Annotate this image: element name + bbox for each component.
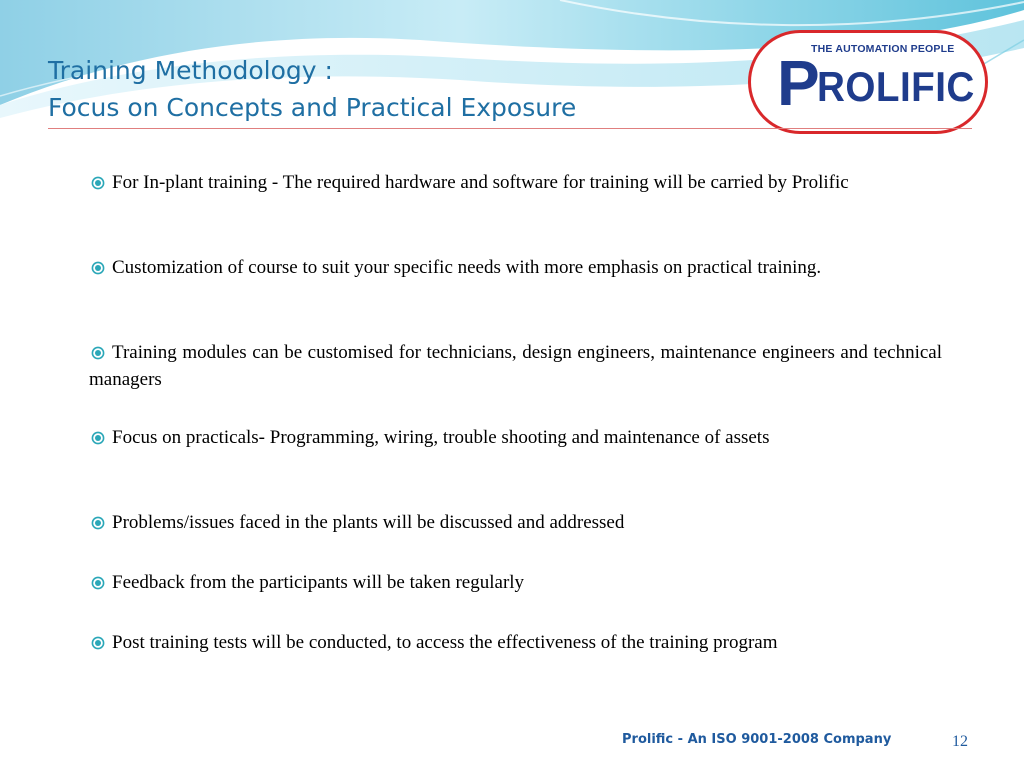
bullet-text: Customization of course to suit your specific needs with more emphasis on practical training. <box>112 257 822 278</box>
radio-bullet-icon <box>91 512 105 537</box>
bullet-item <box>89 425 942 452</box>
bullet-text: Post training tests will be conducted, to access the effectiveness of the training program <box>112 632 778 653</box>
logo-wordmark: ROLIFIC <box>817 63 975 110</box>
bullet-item <box>89 255 942 282</box>
slide-title <box>48 52 576 126</box>
slide-page-number: 12 <box>952 733 968 750</box>
bullet-text: Problems/issues faced in the plants will be discussed and addressed <box>112 512 625 533</box>
slide-title-line-2: Focus on Concepts and Practical Exposure <box>48 93 577 122</box>
bullet-item <box>89 340 942 392</box>
radio-bullet-icon <box>91 172 105 197</box>
bullet-item <box>89 170 942 197</box>
company-logo <box>748 30 988 134</box>
radio-bullet-icon <box>91 257 105 282</box>
radio-bullet-icon <box>91 342 105 367</box>
radio-bullet-icon <box>91 632 105 657</box>
radio-bullet-icon <box>91 427 105 452</box>
logo-initial: P <box>777 47 820 119</box>
logo-tagline: THE AUTOMATION PEOPLE <box>811 43 955 55</box>
bullet-item <box>89 510 942 537</box>
bullet-text: For In-plant training - The required hardware and software for training will be carried by Prolific <box>112 172 849 193</box>
footer-company-text: Prolific - An ISO 9001-2008 Company <box>622 732 892 747</box>
bullet-item <box>89 570 942 597</box>
radio-bullet-icon <box>91 572 105 597</box>
slide-title-line-1: Training Methodology : <box>48 56 333 85</box>
title-divider <box>48 128 972 129</box>
bullet-text: Focus on practicals- Programming, wiring, trouble shooting and maintenance of assets <box>112 427 770 448</box>
bullet-item <box>89 630 942 657</box>
bullet-text: Training modules can be customised for technicians, design engineers, maintenance engineers and technical managers <box>89 342 942 390</box>
bullet-text: Feedback from the participants will be taken regularly <box>112 572 525 593</box>
